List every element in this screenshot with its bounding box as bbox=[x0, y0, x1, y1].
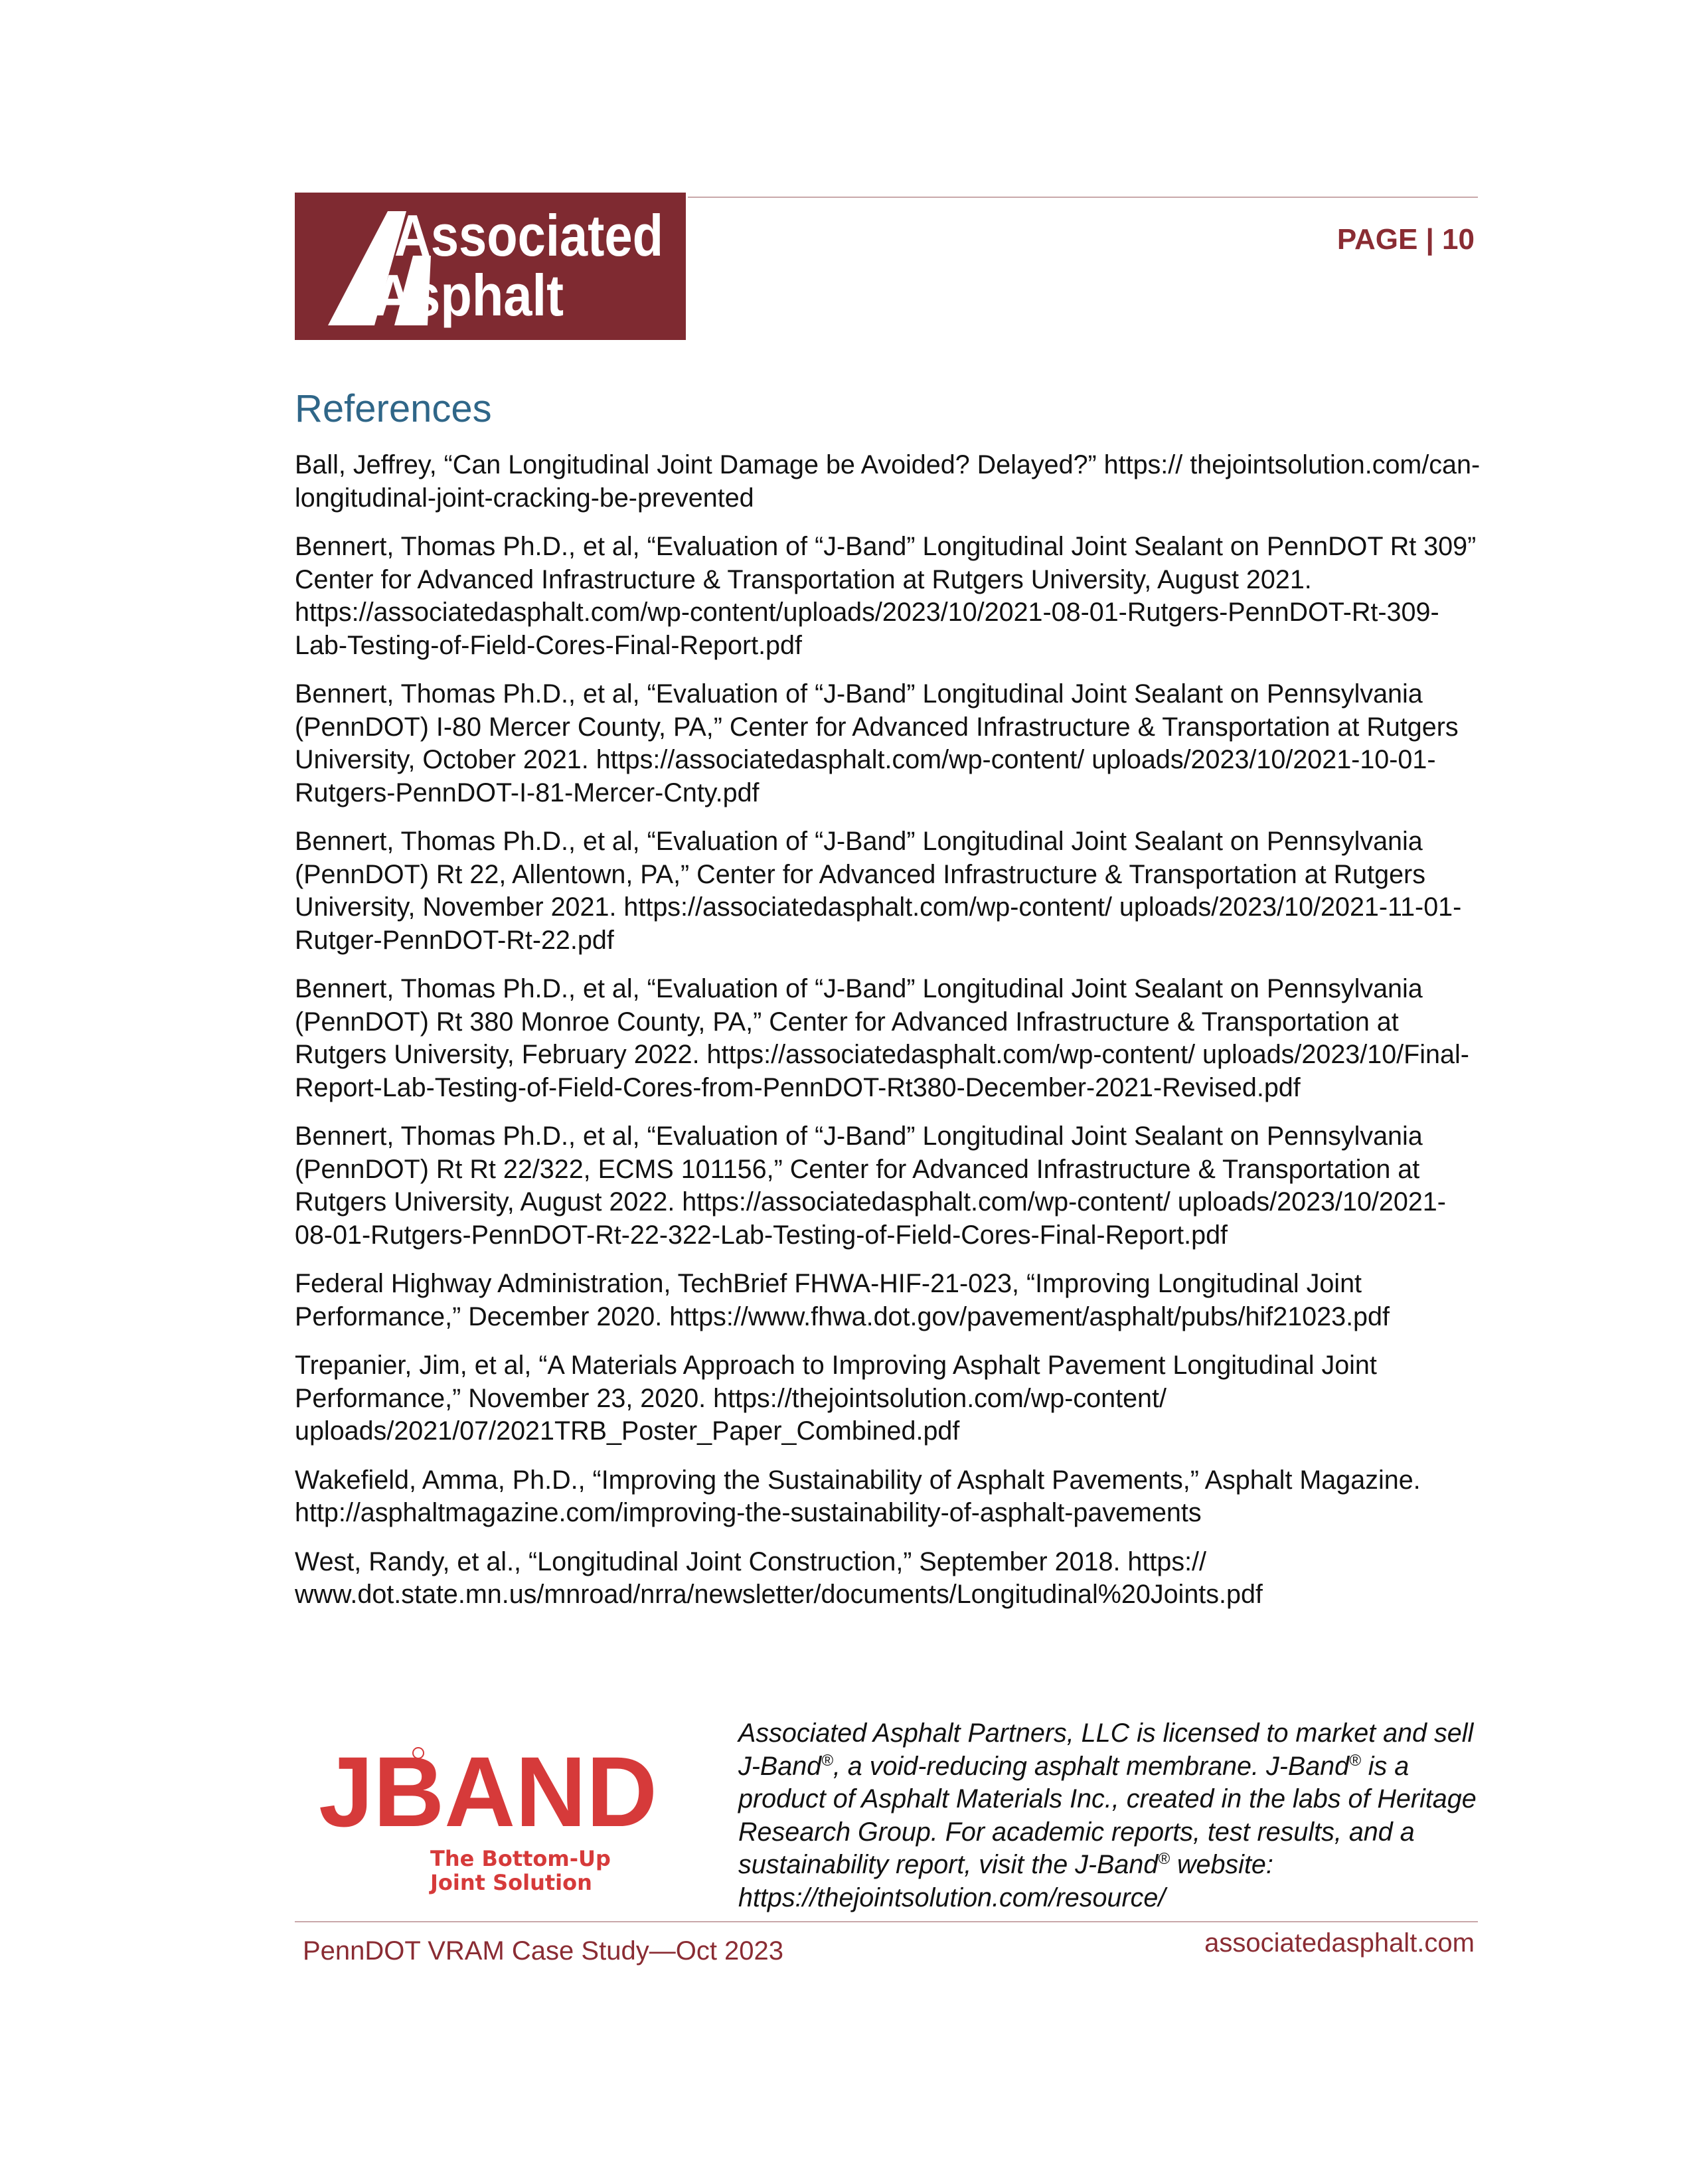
registered-mark: ® bbox=[1349, 1751, 1361, 1770]
jband-tagline-line2: Joint Solution bbox=[430, 1870, 592, 1895]
section-title: References bbox=[295, 387, 492, 430]
note-text-3: is a product of Asphalt Materials Inc., created in the labs of Heritage Research Group. For academic reports, test results, and a sustainability report, visit the J-Band bbox=[738, 1751, 1477, 1879]
note-text-1: Associated Asphalt Partners, LLC is licensed to market and sell J-Band bbox=[738, 1719, 1474, 1781]
header-rule bbox=[688, 197, 1478, 198]
reference-item: Ball, Jeffrey, “Can Longitudinal Joint Damage be Avoided? Delayed?” https:// thejointsolution.com/can-longitudinal-joint-cracking-be-prevented bbox=[295, 450, 1481, 513]
reference-item: West, Randy, et al., “Longitudinal Joint Construction,” September 2018. https:// www.dot.state.mn.us/mnroad/nrra/newsletter/documents/Longitudinal%20Joints.pdf bbox=[295, 1547, 1263, 1609]
jband-logo bbox=[319, 1740, 664, 1899]
registered-mark: ® bbox=[821, 1751, 833, 1770]
registered-mark: ® bbox=[1158, 1849, 1170, 1868]
jband-logo-graphic bbox=[319, 1740, 664, 1899]
reference-item: Trepanier, Jim, et al, “A Materials Approach to Improving Asphalt Pavement Longitudinal Joint Performance,” November 23, 2020. https://thejointsolution.com/wp-content/ uploads/2021/07/2021TRB_Poster_Paper_Combined.pdf bbox=[295, 1351, 1377, 1446]
page-number: PAGE | 10 bbox=[1336, 223, 1475, 256]
associated-asphalt-logo bbox=[295, 193, 686, 340]
jband-logo-text: JBAND bbox=[319, 1740, 657, 1847]
associated-asphalt-logo-graphic bbox=[295, 193, 686, 340]
reference-item: Bennert, Thomas Ph.D., et al, “Evaluation of “J-Band” Longitudinal Joint Sealant on PennDOT Rt 309” Center for Advanced Infrastructure & Transportation at Rutgers University, August 2021. https://associatedasphalt.com/wp-content/uploads/2023/10/2021-08-01-Rutgers-PennDOT-Rt-309-Lab-Testing-of-Field-Cores-Final-Report.pdf bbox=[295, 532, 1477, 660]
reference-item: Wakefield, Amma, Ph.D., “Improving the Sustainability of Asphalt Pavements,” Asphalt Magazine. http://asphaltmagazine.com/improving-the-sustainability-of-asphalt-pavements bbox=[295, 1465, 1421, 1527]
reference-item: Bennert, Thomas Ph.D., et al, “Evaluation of “J-Band” Longitudinal Joint Sealant on Pennsylvania (PennDOT) I-80 Mercer County, PA,” Center for Advanced Infrastructure & Transportation at Rutgers University, October 2021. https://associatedasphalt.com/wp-content/ uploads/2023/10/2021-10-01-Rutgers-PennDOT-I-81-Mercer-Cnty.pdf bbox=[295, 679, 1459, 807]
reference-item: Bennert, Thomas Ph.D., et al, “Evaluation of “J-Band” Longitudinal Joint Sealant on Pennsylvania (PennDOT) Rt Rt 22/322, ECMS 101156,” Center for Advanced Infrastructure & Transportation at Rutgers University, August 2022. https://associatedasphalt.com/wp-content/ uploads/2023/10/2021-08-01-Rutgers-PennDOT-Rt-22-322-Lab-Testing-of-Field-Cores-Final-Report.pdf bbox=[295, 1122, 1446, 1250]
reference-item: Bennert, Thomas Ph.D., et al, “Evaluation of “J-Band” Longitudinal Joint Sealant on Pennsylvania (PennDOT) Rt 380 Monroe County, PA,” Center for Advanced Infrastructure & Transportation at Rutgers University, February 2022. https://associatedasphalt.com/wp-content/ uploads/2023/10/Final-Report-Lab-Testing-of-Field-Cores-from-PennDOT-Rt380-December-2021-Revised.pdf bbox=[295, 974, 1469, 1102]
reference-item: Federal Highway Administration, TechBrief FHWA-HIF-21-023, “Improving Longitudinal Joint Performance,” December 2020. https://www.fhwa.dot.gov/pavement/asphalt/pubs/hif21023.pdf bbox=[295, 1269, 1390, 1331]
footer-rule bbox=[295, 1921, 1478, 1922]
note-text-2: , a void-reducing asphalt membrane. J-Band bbox=[833, 1751, 1350, 1781]
reference-item: Bennert, Thomas Ph.D., et al, “Evaluation of “J-Band” Longitudinal Joint Sealant on Pennsylvania (PennDOT) Rt 22, Allentown, PA,” Center for Advanced Infrastructure & Transportation at Rutgers University, November 2021. https://associatedasphalt.com/wp-content/ uploads/2023/10/2021-11-01-Rutger-PennDOT-Rt-22.pdf bbox=[295, 827, 1462, 955]
logo-text-line2: Asphalt bbox=[374, 262, 564, 328]
references-list bbox=[295, 449, 1483, 1628]
footer-document-title: PennDOT VRAM Case Study—Oct 2023 bbox=[303, 1936, 784, 1966]
licensing-note bbox=[738, 1717, 1482, 1914]
jband-tagline-line1: The Bottom-Up bbox=[430, 1846, 611, 1871]
footer-website-link[interactable]: associatedasphalt.com bbox=[1204, 1928, 1475, 1958]
note-text-4: website: https://thejointsolution.com/resource/ bbox=[738, 1850, 1273, 1912]
logo-text-line1: Associated bbox=[394, 203, 663, 268]
